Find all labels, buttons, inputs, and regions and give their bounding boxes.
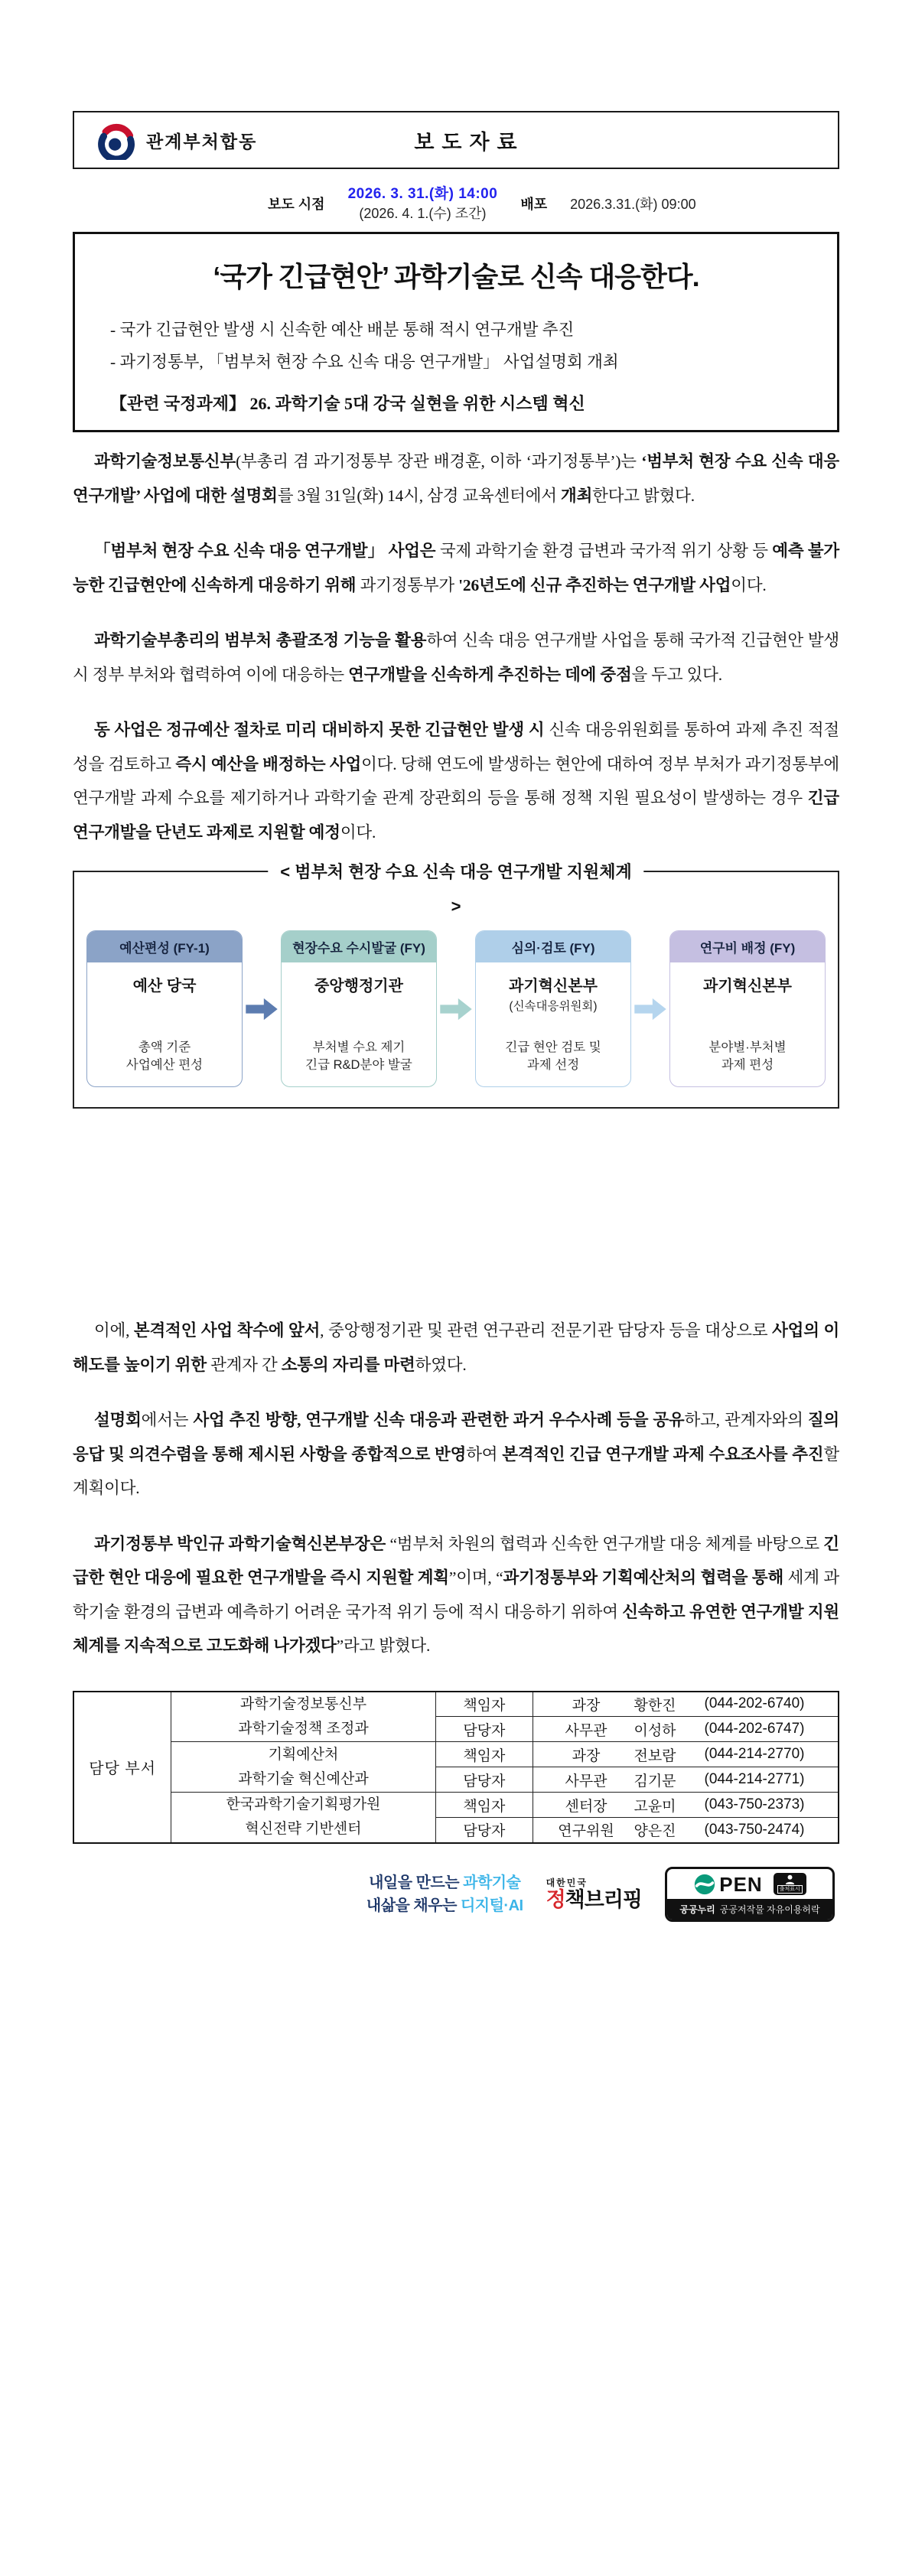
slogan-line1-text: 내일을 만드는 — [369, 1874, 464, 1891]
contact-name: 전보람 — [634, 1747, 676, 1764]
contact-detail-cell — [533, 1742, 839, 1767]
contact-role-cell: 책임자 — [435, 1692, 533, 1717]
contact-group-cell: 담당 부서 — [73, 1692, 171, 1843]
headline-bullet: - 국가 긴급현안 발생 시 신속한 예산 배분 통해 적시 연구개발 추진 — [110, 321, 575, 340]
headline-bullets — [92, 314, 820, 379]
agency-name: 관계부처합동 — [146, 131, 258, 151]
kogl-open-badge — [665, 1867, 835, 1922]
contact-name: 김기문 — [634, 1773, 676, 1790]
release-meta — [268, 184, 839, 223]
contact-role-cell: 담당자 — [435, 1717, 533, 1742]
table-row — [73, 1793, 839, 1818]
contact-name: 양은진 — [634, 1823, 676, 1840]
contact-detail-cell — [533, 1767, 839, 1793]
contact-phone: (044-214-2770) — [704, 1746, 805, 1763]
contact-name: 황한진 — [634, 1697, 676, 1714]
contact-org-cell: 기획예산처 과학기술 혁신예산과 — [171, 1742, 436, 1793]
contact-detail-cell — [533, 1692, 839, 1717]
diagram-caption-tail: > — [451, 897, 461, 917]
diagram-card-description: 긴급 현안 검토 및 과제 선정 — [505, 1040, 601, 1072]
diagram-card-header: 심의·검토 (FY) — [476, 931, 630, 962]
headline-bullet: - 과기정통부, 「범부처 현장 수요 신속 대응 연구개발」 사업설명회 개최 — [110, 353, 619, 372]
diagram-card — [86, 930, 243, 1087]
contact-org-cell: 한국과학기술기획평가원 혁신전략 기반센터 — [171, 1793, 436, 1843]
diagram-card-description: 부처별 수요 제기 긴급 R&D분야 발굴 — [305, 1040, 412, 1072]
diagram-card-description: 분야별·부처별 과제 편성 — [708, 1040, 787, 1072]
release-note: (2026. 4. 1.(수) 조간) — [359, 205, 487, 221]
briefing-rest: 책브리핑 — [565, 1887, 642, 1911]
contact-role-cell: 책임자 — [435, 1793, 533, 1818]
flow-arrow-icon — [440, 997, 472, 1021]
table-row — [73, 1692, 839, 1717]
contact-position: 사무관 — [565, 1722, 607, 1739]
open-o-icon — [693, 1873, 716, 1896]
slogan-line1-accent: 과학기술 — [463, 1874, 521, 1891]
release-time-label: 보도 시점 — [268, 197, 325, 213]
header-box — [73, 111, 839, 169]
contact-table — [73, 1691, 839, 1844]
diagram-card-header: 현장수요 수시발굴 (FY) — [282, 931, 436, 962]
flow-arrow-icon — [246, 997, 278, 1021]
paragraph: 과기정통부 박인규 과학기술혁신본부장은 “범부처 차원의 협력과 신속한 연구개발 대응 체계를 바탕으로 긴급한 현안 대응에 필요한 연구개발을 즉시 지원할 계획”이며, “과기정통부와 기획예산처의 협력을 통해 세계 과학기술 환경의 급변과 예측하기 어려운 국가적 위기 등에 적시 대응하기 위하여 신속하고 유연한 연구개발 지원체계를 지속적으로 고도화해 나가겠다”라고 밝혔다. — [73, 1534, 840, 1656]
source-attribution-label: 출처표시 — [777, 1885, 803, 1894]
release-time-value — [348, 184, 498, 223]
ministry-slogan — [366, 1871, 523, 1917]
contact-role-cell: 담당자 — [435, 1818, 533, 1843]
kogl-license-bar — [667, 1899, 832, 1920]
contact-phone: (043-750-2373) — [704, 1796, 805, 1813]
contact-position: 과장 — [572, 1747, 601, 1764]
contact-position: 연구위원 — [558, 1823, 614, 1840]
headline-box — [73, 232, 839, 432]
contact-detail-cell — [533, 1717, 839, 1742]
diagram-card-title: 중앙행정기관 — [314, 978, 403, 995]
paragraph: 과학기술부총리의 범부처 총괄조정 기능을 활용하여 신속 대응 연구개발 사업을 통해 국가적 긴급현안 발생 시 정부 부처와 협력하여 이에 대응하는 연구개발을 신속하게 추진하는 데에 중점을 두고 있다. — [73, 631, 839, 684]
contact-phone: (044-202-6747) — [704, 1721, 805, 1737]
contact-phone: (044-214-2771) — [704, 1771, 805, 1788]
diagram-card-title: 과기혁신본부 — [509, 978, 598, 995]
doc-type-label: 보도자료 — [414, 130, 525, 154]
contact-name: 이성하 — [634, 1722, 676, 1739]
paragraph: 과학기술정보통신부(부총리 겸 과기정통부 장관 배경훈, 이하 ‘과기정통부’)는 ‘범부처 현장 수요 신속 대응 연구개발’ 사업에 대한 설명회를 3월 31일(화) 14시, 삼경 교육센터에서 개최한다고 밝혔다. — [73, 452, 840, 505]
person-icon — [784, 1874, 796, 1884]
contact-phone: (044-202-6740) — [704, 1695, 805, 1712]
open-letters: PEN — [719, 1872, 763, 1896]
paragraph: 설명회에서는 사업 추진 방향, 연구개발 신속 대응과 관련한 과거 우수사례 등을 공유하고, 관계자와의 질의응답 및 의견수렴을 통해 제시된 사항을 종합적으로 반영하여 본격적인 긴급 연구개발 과제 수요조사를 추진할 계획이다. — [73, 1411, 839, 1498]
diagram-flow-row — [86, 930, 826, 1087]
contact-role-cell: 담당자 — [435, 1767, 533, 1793]
paragraph: 「범부처 현장 수요 신속 대응 연구개발」 사업은 국제 과학기술 환경 급변과 국가적 위기 상황 등 예측 불가능한 긴급현안에 신속하게 대응하기 위해 과기정통부가 '26년도에 신규 추진하는 연구개발 사업이다. — [73, 542, 839, 594]
release-datetime: 2026. 3. 31.(화) 14:00 — [347, 186, 498, 202]
distribute-datetime: 2026.3.31.(화) 09:00 — [570, 197, 696, 213]
kogl-name: 공공누리 — [679, 1904, 715, 1915]
contact-org-cell: 과학기술정보통신부 과학기술정책 조정과 — [171, 1692, 436, 1742]
distribute-label: 배포 — [520, 197, 548, 213]
source-attribution-badge — [774, 1873, 806, 1895]
diagram-card-header: 예산편성 (FY-1) — [87, 931, 242, 962]
contact-detail-cell — [533, 1793, 839, 1818]
contact-position: 과장 — [572, 1697, 601, 1714]
slogan-line2-accent: 디지털·AI — [460, 1897, 523, 1914]
diagram-caption: < 범부처 현장 수요 신속 대응 연구개발 지원체계 — [268, 859, 643, 883]
contact-detail-cell — [533, 1818, 839, 1843]
contact-phone: (043-750-2474) — [704, 1821, 805, 1838]
government-taegeuk-icon — [96, 120, 135, 160]
kogl-license-text: 공공저작물 자유이용허락 — [719, 1904, 820, 1915]
slogan-line2-text: 내삶을 채우는 — [366, 1897, 461, 1914]
body-paragraphs-top — [73, 445, 839, 849]
policy-briefing-logo — [546, 1878, 642, 1910]
support-system-diagram — [73, 862, 839, 1109]
diagram-card-header: 연구비 배정 (FY) — [670, 931, 825, 962]
table-row — [73, 1742, 839, 1767]
diagram-card — [475, 930, 631, 1087]
contact-name: 고윤미 — [634, 1798, 676, 1815]
related-task-line: 【관련 국정과제】 26. 과학기술 5대 강국 실현을 위한 시스템 혁신 — [110, 394, 585, 414]
diagram-card-title: 예산 당국 — [132, 978, 197, 995]
diagram-card — [281, 930, 437, 1087]
diagram-card — [669, 930, 826, 1087]
paragraph: 동 사업은 정규예산 절차로 미리 대비하지 못한 긴급현안 발생 시 신속 대응위원회를 통하여 과제 추진 적절성을 검토하고 즉시 예산을 배정하는 사업이다. 당해 연도에 발생하는 현안에 대하여 정부 부처가 과기정통부에 연구개발 과제 수요를 제기하거나 과학기술 관계 장관회의 등을 통해 정책 지원 필요성이 발생하는 경우 긴급 연구개발을 단년도 과제로 지원할 예정이다. — [73, 721, 840, 842]
diagram-card-title: 과기혁신본부 — [703, 978, 792, 995]
flow-arrow-icon — [634, 997, 666, 1021]
briefing-country-label: 대한민국 — [546, 1877, 588, 1888]
briefing-accent-char: 정 — [546, 1887, 565, 1911]
contact-position: 센터장 — [565, 1798, 607, 1815]
diagram-card-description: 총액 기준 사업예산 편성 — [125, 1040, 204, 1072]
contact-position: 사무관 — [565, 1773, 607, 1790]
contact-role-cell: 책임자 — [435, 1742, 533, 1767]
diagram-card-subtitle: (신속대응위원회) — [509, 1000, 598, 1014]
footer — [73, 1867, 839, 1922]
page-title: ‘국가 긴급현안’ 과학기술로 신속 대응한다. — [213, 261, 699, 293]
body-paragraphs-bottom — [73, 1314, 839, 1663]
paragraph: 이에, 본격적인 사업 착수에 앞서, 중앙행정기관 및 관련 연구관리 전문기관 담당자 등을 대상으로 사업의 이해도를 높이기 위한 관계자 간 소통의 자리를 마련하였다. — [73, 1321, 840, 1374]
